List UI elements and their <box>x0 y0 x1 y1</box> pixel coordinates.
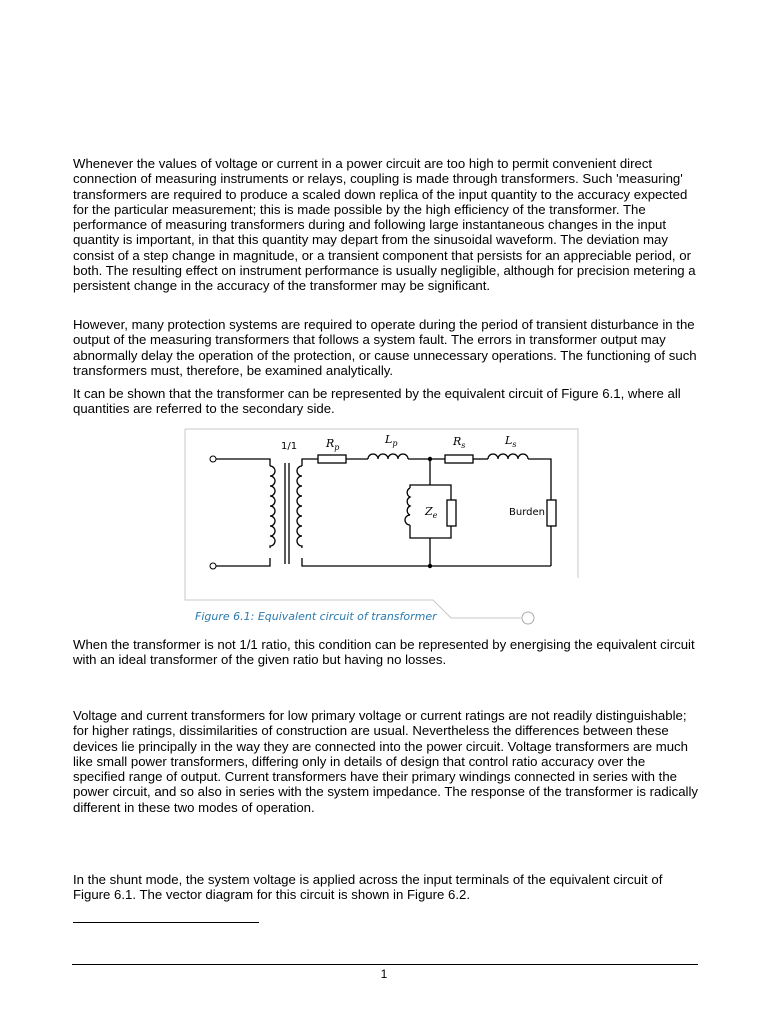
input-terminal-top <box>210 456 216 462</box>
primary-coil <box>270 466 275 548</box>
figure-6-1 <box>183 428 583 628</box>
transient-paragraph: However, many protection systems are required to operate during the period of transient disturbance in the output of the measuring transformers that follows a system fault. The errors in transformer output may abnormally delay the operation of the protection, or cause unnecessary operations. The functioning of such transformers must, therefore, be examined analytically. <box>73 317 697 378</box>
shunt-mode-paragraph: In the shunt mode, the system voltage is applied across the input terminals of the equivalent circuit of Figure 6.1. The vector diagram for this circuit is shown in Figure 6.2. <box>73 872 663 903</box>
rp-label: $R_p$ <box>326 437 340 453</box>
page-number: 1 <box>380 967 388 981</box>
ls-inductor <box>488 454 528 459</box>
rp-resistor <box>318 455 346 463</box>
ze-resistor <box>447 500 456 526</box>
primary-lead-top <box>216 459 270 466</box>
ratio-paragraph: When the transformer is not 1/1 ratio, this condition can be represented by energising the equivalent circuit with an ideal transformer of the given ratio but having no losses. <box>73 637 695 668</box>
primary-lead-bottom <box>216 558 270 566</box>
rs-resistor <box>445 455 473 463</box>
figure-corner-circle <box>522 612 534 624</box>
secondary-lead-top <box>302 459 318 466</box>
ratio-label: 1/1 <box>281 441 298 452</box>
burden-resistor <box>547 500 556 526</box>
shunt-bottom-bar <box>410 525 451 538</box>
vt-ct-paragraph: Voltage and current transformers for low primary voltage or current ratings are not readily distinguishable; for higher ratings, dissimilarities of construction are usual. Nevertheless the differences between these devices lie principally in the way they are connected into the power circuit. Voltage transformers are much like small power transformers, differing only in details of design that control ratio accuracy over the specified range of output. Current transformers have their primary windings connected in series with the power circuit, and so also in series with the system impedance. The response of the transformer is radically different in these two modes of operation. <box>73 708 698 815</box>
wire-ls-burden <box>528 459 551 500</box>
footnote-divider <box>73 922 259 923</box>
equivalent-circuit-paragraph: It can be shown that the transformer can be represented by the equivalent circuit of Figure 6.1, where all quantities are referred to the secondary side. <box>73 386 681 417</box>
magnetising-inductor <box>405 488 410 525</box>
shunt-top-bar <box>410 485 451 500</box>
burden-label: Burden <box>509 507 545 518</box>
footer-divider <box>72 964 698 965</box>
secondary-coil <box>297 466 302 548</box>
equivalent-circuit-diagram <box>183 428 583 628</box>
ze-label: $Z_e$ <box>425 505 438 521</box>
figure-frame-top <box>185 429 578 578</box>
input-terminal-bottom <box>210 563 216 569</box>
figure-caption: Figure 6.1: Equivalent circuit of transformer <box>195 610 437 623</box>
lp-inductor <box>368 454 408 459</box>
rs-label: $R_s$ <box>453 435 466 451</box>
intro-paragraph: Whenever the values of voltage or current in a power circuit are too high to permit convenient direct connection of measuring instruments or relays, coupling is made through transformers. Such 'measuring' transformers are required to produce a scaled down replica of the input quantity to the accuracy expected for the particular measurement; this is made possible by the high efficiency of the transformer. The performance of measuring transformers during and following large instantaneous changes in the input quantity is important, in that this quantity may depart from the sinusoidal waveform. The deviation may consist of a step change in magnitude, or a transient component that persists for an appreciable period, or both. The resulting effect on instrument performance is usually negligible, although for precision metering a persistent change in the accuracy of the transformer may be significant. <box>73 156 696 294</box>
junction-bottom <box>428 564 432 568</box>
ls-label: $L_s$ <box>505 434 517 450</box>
lp-label: $L_p$ <box>385 433 398 449</box>
bottom-rail <box>302 558 551 566</box>
